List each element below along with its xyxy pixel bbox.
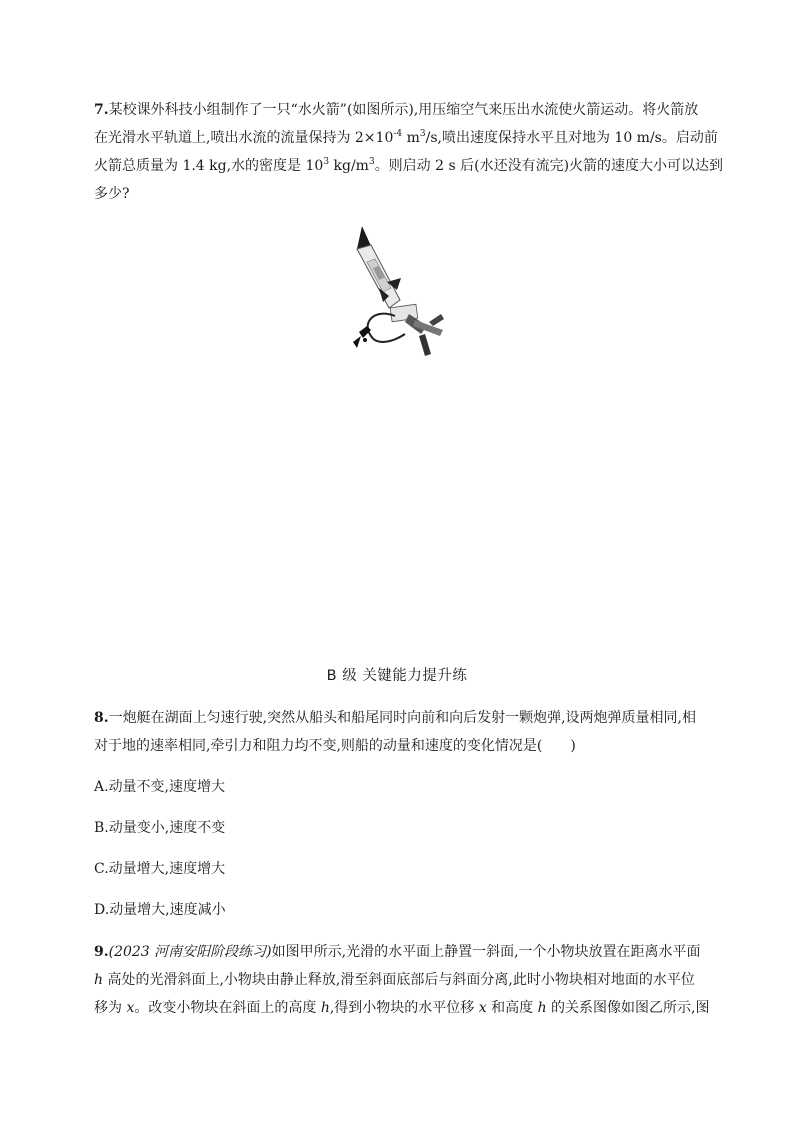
section-b-heading: B 级 关键能力提升练 [326,668,468,684]
q9-line-3-c: ,得到小物块的水平位移 [329,1000,479,1016]
q7-exp-3: 3 [323,157,330,167]
q9-line-2 [94,966,698,994]
q9-line-2-text: 高处的光滑斜面上,小物块由静止释放,滑至斜面底部后与斜面分离,此时小物块相对地面的水平位 [103,972,695,988]
q7-line-3-c: 。则启动 2 s 后(水还没有流完)火箭的速度大小可以达到 [374,158,724,174]
q8-option-a [94,775,225,799]
q8-line-2: 对于地的速率相同,牵引力和阻力均不变,则船的动量和速度的变化情况是( ) [94,738,576,754]
option-label: B. [94,820,109,836]
q7-number: 7. [94,102,109,118]
q7-line-3-a: 火箭总质量为 1.4 kg,水的密度是 10 [94,158,324,174]
q9-line-3-d: 和高度 [486,1000,538,1016]
question-9 [94,938,710,1022]
q7-exp-4: 3 [368,157,375,167]
question-8 [94,704,698,760]
option-label: C. [94,861,109,877]
q9-line-3-b: 。改变小物块在斜面上的高度 [134,1000,321,1016]
q9-line-3-e: 的关系图像如图乙所示,图 [546,1000,710,1016]
q9-var-h: h [94,972,104,988]
q9-number: 9. [94,944,109,960]
q7-line-2-a: 在光滑水平轨道上,喷出水流的流量保持为 2×10 [94,130,394,146]
q7-line-4: 多少? [94,186,130,202]
q7-line-3-b: kg/m [329,158,369,174]
q7-line-2-c: /s,喷出速度保持水平且对地为 10 m/s。启动前 [425,130,718,146]
water-rocket-figure [345,222,455,357]
q9-source: (2023 河南安阳阶段练习) [108,944,272,960]
question-7 [94,96,724,208]
option-text: 动量变小,速度不变 [108,820,226,836]
q8-number: 8. [94,710,109,726]
q7-line-2 [94,124,718,152]
q8-line-1-text: 一炮艇在湖面上匀速行驶,突然从船头和船尾同时向前和向后发射一颗炮弹,设两炮弹质量相同,相 [108,710,696,726]
q9-line-3 [94,994,710,1022]
q7-exp-1: -4 [393,129,403,139]
q9-line-1 [94,938,701,966]
option-label: D. [94,902,110,918]
q8-option-c [94,857,225,881]
option-text: 动量增大,速度减小 [109,902,226,918]
q9-var-x: x [126,1000,135,1016]
q9-var-h: h [320,1000,330,1016]
q7-line-1 [94,96,698,124]
option-label: A. [94,779,109,795]
q9-line-1-text: 如图甲所示,光滑的水平面上静置一斜面,一个小物块放置在距离水平面 [271,944,701,960]
q7-line-2-b: m [402,130,420,146]
q8-option-b [94,816,225,840]
q9-line-3-a: 移为 [94,1000,127,1016]
option-text: 动量增大,速度增大 [108,861,226,877]
q7-line-3 [94,152,724,180]
water-rocket-icon [345,222,455,357]
q8-line-1 [94,704,698,732]
q8-option-d [94,898,226,922]
option-text: 动量不变,速度增大 [108,779,226,795]
q9-var-x: x [478,1000,487,1016]
q9-var-h: h [537,1000,547,1016]
q7-exp-2: 3 [419,129,426,139]
q7-line-1-text: 某校课外科技小组制作了一只“水火箭”(如图所示),用压缩空气来压出水流使火箭运动。将火箭放 [108,102,699,118]
